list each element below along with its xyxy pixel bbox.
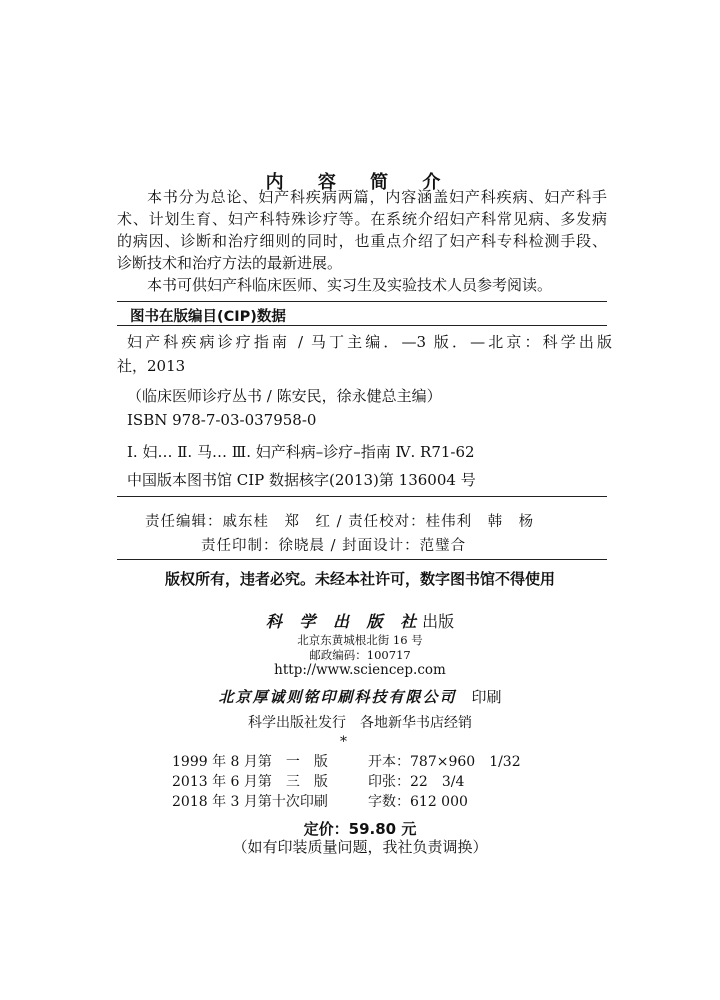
publisher-address: 北京东黄城根北街 16 号 [297,633,423,647]
edition-value: 3/4 [441,774,465,790]
printer-name: 北京厚诚则铭印刷科技有限公司 [218,688,457,706]
publisher-line [0,609,720,632]
edition-row [172,771,464,791]
edition-row [172,751,521,771]
cip-main-entry [117,330,612,378]
edition-label: 字数：612 000 [368,794,468,810]
cip-isbn: ISBN 978-7-03-037958-0 [127,411,317,429]
summary-line: 本书分为总论、妇产科疾病两篇，内容涵盖妇产科疾病、妇产科手 [147,188,607,206]
cip-classification: Ⅰ. 妇… Ⅱ. 马… Ⅲ. 妇产科病–诊疗–指南 Ⅳ. R71-62 [127,443,475,461]
distribution-line: 科学出版社发行 各地新华书店经销 [248,715,472,731]
publisher-url: http://www.sciencep.com [274,662,446,678]
separator-star: * [340,734,347,750]
edition-value: 1/32 [489,754,521,770]
edition-label: 开本：787×960 [368,754,476,770]
edition-date: 2018 年 3 月第十次印刷 [172,794,328,810]
cip-core-number: 中国版本图书馆 CIP 数据核字(2013)第 136004 号 [127,471,476,489]
credits-line-1: 责任编辑：戚东桂 郑 红 / 责任校对：桂伟利 韩 杨 [145,514,535,530]
cip-series: （临床医师诊疗丛书 / 陈安民，徐永健总主编） [127,387,442,405]
publisher-name: 科 学 出 版 社 [265,612,423,631]
summary-title: 内 容 简 介 [265,172,455,193]
rights-notice: 版权所有，违者必究。未经本社许可，数字图书馆不得使用 [164,570,555,588]
cip-title-line-cont: 社，2013 [117,357,186,375]
cip-title-line: 妇产科疾病诊疗指南 / 马丁主编．—3 版．—北京：科学出版 [127,333,612,351]
cip-heading: 图书在版编目(CIP)数据 [130,309,286,325]
summary-paragraph-2 [117,274,607,296]
summary-line: 术、计划生育、妇产科特殊诊疗等。在系统介绍妇产科常见病、多发病 [117,210,607,228]
credits-line-2: 责任印制：徐晓晨 / 封面设计：范璧合 [201,538,467,554]
publisher-postcode: 邮政编码：100717 [309,648,411,662]
printer-suffix: 印刷 [471,688,502,706]
printer-line [0,686,720,707]
summary-line: 诊断技术和治疗方法的最新进展。 [117,254,343,272]
divider [117,301,607,302]
divider [117,325,607,326]
publisher-suffix: 出版 [422,612,455,631]
price: 定价：59.80 元 [303,820,417,838]
edition-label: 印张：22 [368,774,428,790]
summary-line: 的病因、诊断和治疗细则的同时，也重点介绍了妇产科专科检测手段、 [117,232,607,250]
quality-note: （如有印装质量问题，我社负责调换） [232,838,488,856]
edition-row [172,791,468,811]
edition-date: 1999 年 8 月第 一 版 [172,754,328,770]
divider [117,496,607,497]
summary-paragraph-1 [117,186,607,274]
summary-line: 本书可供妇产科临床医师、实习生及实验技术人员参考阅读。 [147,276,553,294]
divider [117,559,607,560]
edition-date: 2013 年 6 月第 三 版 [172,774,328,790]
